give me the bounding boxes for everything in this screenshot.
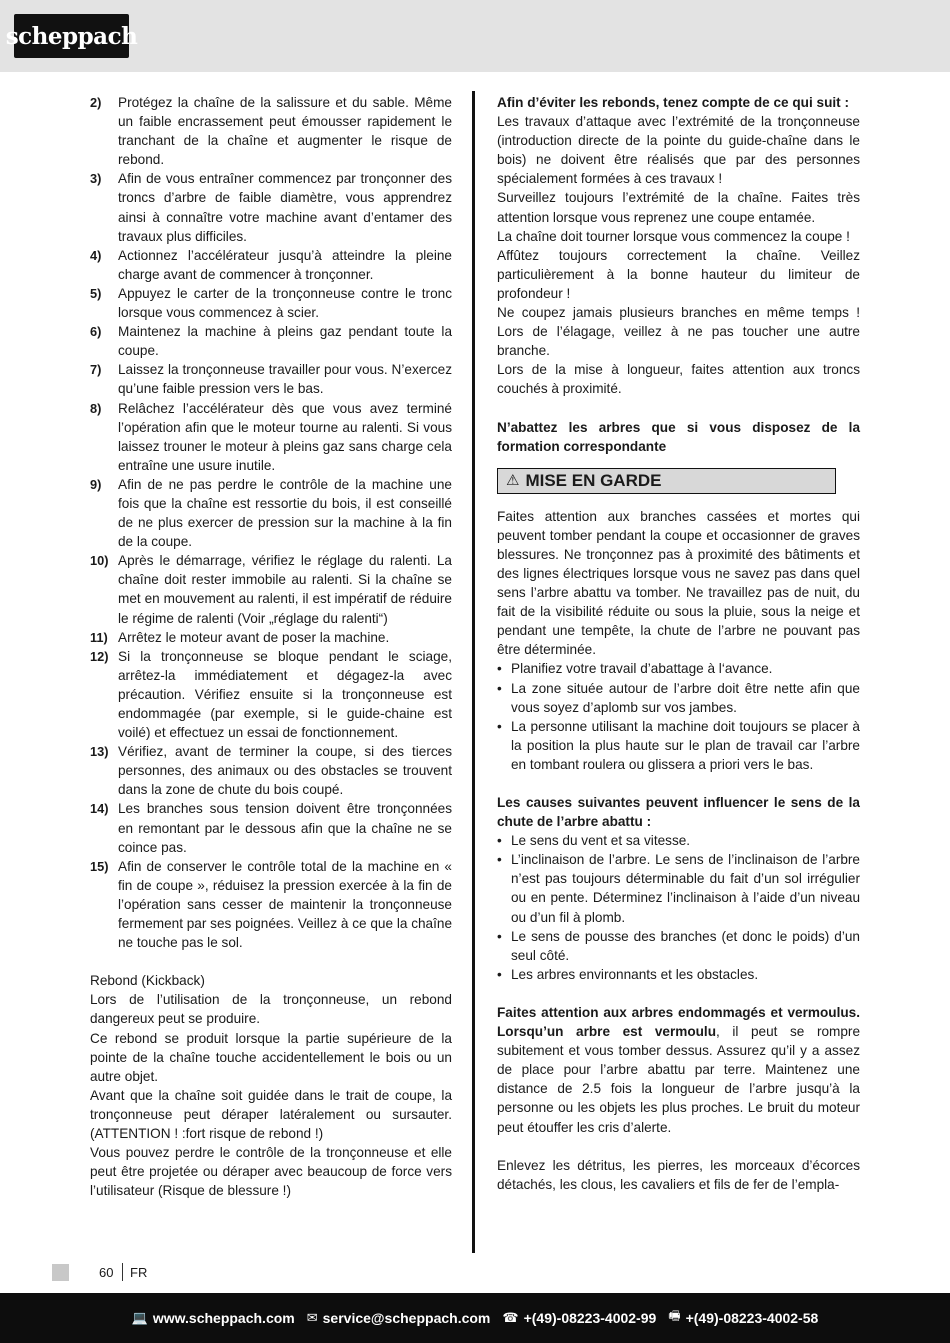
- rebound-paragraph: Les travaux d’attaque avec l’extrémité de la tronçonneuse (introduction directe de la pointe du guide-chaîne dans le bois) ne doivent être réalisés que par des personnes spécialement formées à ces travaux !: [497, 114, 860, 187]
- bullet-text: Le sens de pousse des branches (et donc le poids) d’un seul côté.: [511, 928, 860, 963]
- list-item: [90, 246, 452, 284]
- step-text: Laissez la tronçonneuse travailler pour vous. N’exercez qu’une faible pression vers le bas.: [118, 362, 452, 397]
- list-item: [90, 475, 452, 551]
- list-item: [90, 169, 452, 245]
- list-item: [90, 742, 452, 799]
- column-divider: [472, 91, 475, 1253]
- page-marker: [52, 1264, 69, 1281]
- list-item: [90, 93, 452, 169]
- rebound-paragraph: La chaîne doit tourner lorsque vous commencez la coupe !: [497, 228, 850, 244]
- page-number: 60: [99, 1265, 114, 1280]
- list-item: [90, 799, 452, 856]
- damaged-trees-text: , il peut se rompre subitement et vous tomber dessus. Assurez qu’il y a assez de place pour l’arbre abattu par terre. Maintenez une distance de 2.5 fois la longueur de l’arbre jusqu’à la personne ou les objets les plus proches. Le bruit du moteur peut étouffer les cris d’alerte.: [497, 1024, 860, 1135]
- step-number: 12): [90, 648, 109, 664]
- bullet-text: Le sens du vent et sa vitesse.: [511, 833, 691, 849]
- list-item: [497, 831, 860, 850]
- footer-website-text: www.scheppach.com: [152, 1310, 295, 1326]
- step-number: 2): [90, 95, 102, 110]
- step-number: 7): [90, 362, 102, 378]
- bullet-text: Les arbres environnants et les obstacles.: [511, 966, 759, 982]
- steps-list: [90, 93, 452, 952]
- list-item: [90, 360, 452, 398]
- rebound-paragraph: Ne coupez jamais plusieurs branches en même temps ! Lors de l’élagage, veillez à ne pas toucher une autre branche.: [497, 305, 860, 359]
- list-item: [90, 284, 452, 322]
- footer-fax: [668, 1307, 818, 1329]
- step-number: 3): [90, 171, 102, 187]
- step-number: 6): [90, 324, 102, 340]
- step-text: Après le démarrage, vérifiez le réglage du ralenti. La chaîne doit rester immobile au ralenti. Si la chaîne se met en mouvement au ralenti, il est impératif de réduire le régime de ralenti (Voir „réglage du ralenti“): [118, 553, 452, 626]
- step-number: 4): [90, 247, 102, 263]
- list-item: [90, 647, 452, 742]
- warning-paragraph: Faites attention aux branches cassées et mortes qui peuvent tomber pendant la coupe et occasionner de graves blessures. Ne tronçonnez pas à proximité des bâtiments et des lignes électriques lorsque vous ne savez pas dans quel sens l’arbre abattu va tomber. Ne travaillez pas de nuit, du fait de la visibilité réduite ou sous la pluie, sous la neige et pendant une tempête, la chute de l’arbre ne pouvant pas être déterminée.: [497, 508, 860, 658]
- kickback-paragraph: Lors de l’utilisation de la tronçonneuse, un rebond dangereux peut se produire.: [90, 992, 452, 1027]
- step-text: Arrêtez le moteur avant de poser la machine.: [118, 629, 390, 645]
- step-number: 10): [90, 553, 109, 569]
- list-item: [90, 322, 452, 360]
- step-number: 15): [90, 858, 109, 874]
- bullet-icon: •: [497, 833, 502, 849]
- left-column: [90, 93, 452, 1200]
- spacer: [497, 399, 860, 418]
- warning-label: MISE EN GARDE: [525, 471, 662, 491]
- list-item: [90, 399, 452, 475]
- brand-logo-text: scheppach: [5, 22, 138, 50]
- spacer: [497, 1137, 860, 1156]
- kickback-paragraph: Vous pouvez perdre le contrôle de la tronçonneuse et elle peut être projetée ou déraper avec beaucoup de force vers l’utilisateur (Risque de blessure !): [90, 1145, 452, 1199]
- step-text: Relâchez l’accélérateur dès que vous avez terminé l’opération afin que le moteur tourne au ralenti. Si vous laissez trouner le moteur à pleins gaz sans charge cela entraîne une usure inutile.: [118, 400, 452, 473]
- rebound-paragraph: Surveillez toujours l’extrémité de la chaîne. Faites très attention lorsque vous reprenez une coupe entamée.: [497, 190, 860, 225]
- spacer: [497, 984, 860, 1003]
- bullet-text: Planifiez votre travail d’abattage à l‘avance.: [511, 661, 773, 677]
- footer-bar: [0, 1293, 950, 1343]
- spacer: [90, 952, 452, 971]
- mail-icon: ✉: [306, 1310, 318, 1326]
- step-text: Si la tronçonneuse se bloque pendant le sciage, arrêtez-la immédiatement et dégagez-la avec précaution. Vérifiez ensuite si la tronçonneuse est endommagée (par exemple, si le guide-chaine est voilé) et effectuez un essai de fonctionnement.: [118, 648, 452, 741]
- spacer: [497, 774, 860, 793]
- felling-heading: N’abattez les arbres que si vous disposez de la formation correspondante: [497, 419, 860, 454]
- step-number: 8): [90, 400, 102, 416]
- footer-phone-text: +(49)-08223-4002-99: [523, 1310, 657, 1326]
- step-text: Les branches sous tension doivent être tronçonnées en remontant par le dessous afin que la chaîne ne se coince pas.: [118, 801, 452, 855]
- footer-email[interactable]: [307, 1310, 491, 1326]
- list-item: [497, 679, 860, 717]
- damaged-trees-bold: Faites attention aux arbres endommagés et vermoulus. Lorsqu’un arbre est vermoulu: [497, 1004, 860, 1040]
- step-text: Vérifiez, avant de terminer la coupe, si des tierces personnes, des animaux ou des obstacles se trouvent dans la zone de chute du bois coupé.: [118, 744, 452, 798]
- list-item: [497, 659, 860, 678]
- list-item: [90, 551, 452, 627]
- right-column: [497, 93, 860, 1194]
- damaged-trees-paragraph: [497, 1003, 860, 1137]
- bullet-text: L’inclinaison de l’arbre. Le sens de l’inclinaison de l’arbre n’est pas toujours déterminable du fait d’un sol irrégulier ou en pente. Déterminez l’inclinaison à l’aide d’un niveau ou d’un fil à plomb.: [511, 852, 860, 925]
- debris-paragraph: Enlevez les détritus, les pierres, les morceaux d’écorces détachés, les clous, les cavaliers et fils de fer de l’empla-: [497, 1157, 860, 1192]
- brand-logo: [5, 14, 138, 58]
- bullet-text: La personne utilisant la machine doit toujours se placer à la position la plus haute sur le plan de travail car l’arbre en tombant roulera ou glissera a priori vers le bas.: [511, 718, 860, 772]
- rebound-paragraph: Lors de la mise à longueur, faites attention aux troncs couchés à proximité.: [497, 362, 860, 397]
- step-text: Maintenez la machine à pleins gaz pendant toute la coupe.: [118, 324, 452, 359]
- bullet-icon: •: [497, 661, 502, 677]
- kickback-paragraph: Avant que la chaîne soit guidée dans le trait de coupe, la tronçonneuse peut déraper latéralement ou sursauter. (ATTENTION ! :fort risque de rebond !): [90, 1087, 452, 1141]
- step-text: Afin de conserver le contrôle total de la machine en « fin de coupe », réduisez la pression exercée à la fin de l’opération sans cesser de maintenir la tronçonneuse fermement par ses poignées. Veillez à ce que la chaîne ne touche pas le sol.: [118, 858, 453, 951]
- kickback-title: Rebond (Kickback): [90, 973, 205, 989]
- step-text: Appuyez le carter de la tronçonneuse contre le tronc lorsque vous commencez à scier.: [118, 285, 452, 321]
- causes-heading: Les causes suivantes peuvent influencer le sens de la chute de l’arbre abattu :: [497, 795, 860, 830]
- bullet-icon: •: [497, 852, 502, 868]
- warning-banner: [497, 468, 836, 494]
- step-text: Actionnez l’accélérateur jusqu’à atteindre la pleine charge avant de commencer à tronçonner.: [118, 247, 452, 282]
- step-number: 9): [90, 476, 102, 492]
- list-item: [90, 857, 452, 952]
- list-item: [497, 850, 860, 926]
- list-item: [90, 628, 452, 647]
- step-number: 5): [90, 285, 102, 301]
- list-item: [497, 927, 860, 965]
- footer-website[interactable]: [132, 1310, 295, 1326]
- rebound-heading: Afin d’éviter les rebonds, tenez compte de ce qui suit :: [497, 95, 849, 110]
- footer-email-text: service@scheppach.com: [322, 1310, 491, 1326]
- fax-icon: 🖷: [668, 1309, 681, 1324]
- footer-phone[interactable]: [502, 1310, 656, 1326]
- header-bar: [0, 0, 950, 72]
- kickback-paragraph: Ce rebond se produit lorsque la partie supérieure de la pointe de la chaîne touche accidentellement le bois ou un autre objet.: [90, 1030, 452, 1084]
- step-text: Afin de ne pas perdre le contrôle de la machine une fois que la chaîne est ressortie du bois, il est conseillé de ne plus exercer de pression sur la machine à la fin de la coupe.: [118, 476, 452, 550]
- computer-icon: 💻: [131, 1310, 148, 1326]
- bullet-icon: •: [497, 928, 502, 944]
- step-number: 14): [90, 801, 109, 817]
- bullet-icon: •: [497, 680, 502, 696]
- warning-triangle-icon: ⚠: [506, 471, 520, 490]
- step-number: 11): [90, 629, 108, 645]
- step-number: 13): [90, 744, 109, 760]
- step-text: Afin de vous entraîner commencez par tronçonner des troncs d’arbre de faible diamètre, vous apprendrez ainsi à connaître votre machine avant d’entamer des travaux plus difficiles.: [118, 171, 452, 244]
- rebound-paragraph: Affûtez toujours correctement la chaîne. Veillez particulièrement à la bonne hauteur du limiteur de profondeur !: [497, 247, 860, 301]
- footer-fax-text: +(49)-08223-4002-58: [685, 1310, 819, 1326]
- page-separator: [122, 1263, 123, 1281]
- bullet-icon: •: [497, 718, 502, 734]
- step-text: Protégez la chaîne de la salissure et du sable. Même un faible encrassement peut émousser rapidement le tranchant de la chaîne et augmenter le risque de rebond.: [118, 95, 452, 168]
- bullet-text: La zone située autour de l’arbre doit être nette afin que vous soyez d’aplomb sur vos jambes.: [511, 680, 860, 715]
- bullet-icon: •: [497, 966, 502, 982]
- list-item: [497, 717, 860, 774]
- list-item: [497, 965, 860, 984]
- phone-icon: ☎: [502, 1310, 519, 1326]
- page-language: FR: [130, 1265, 148, 1280]
